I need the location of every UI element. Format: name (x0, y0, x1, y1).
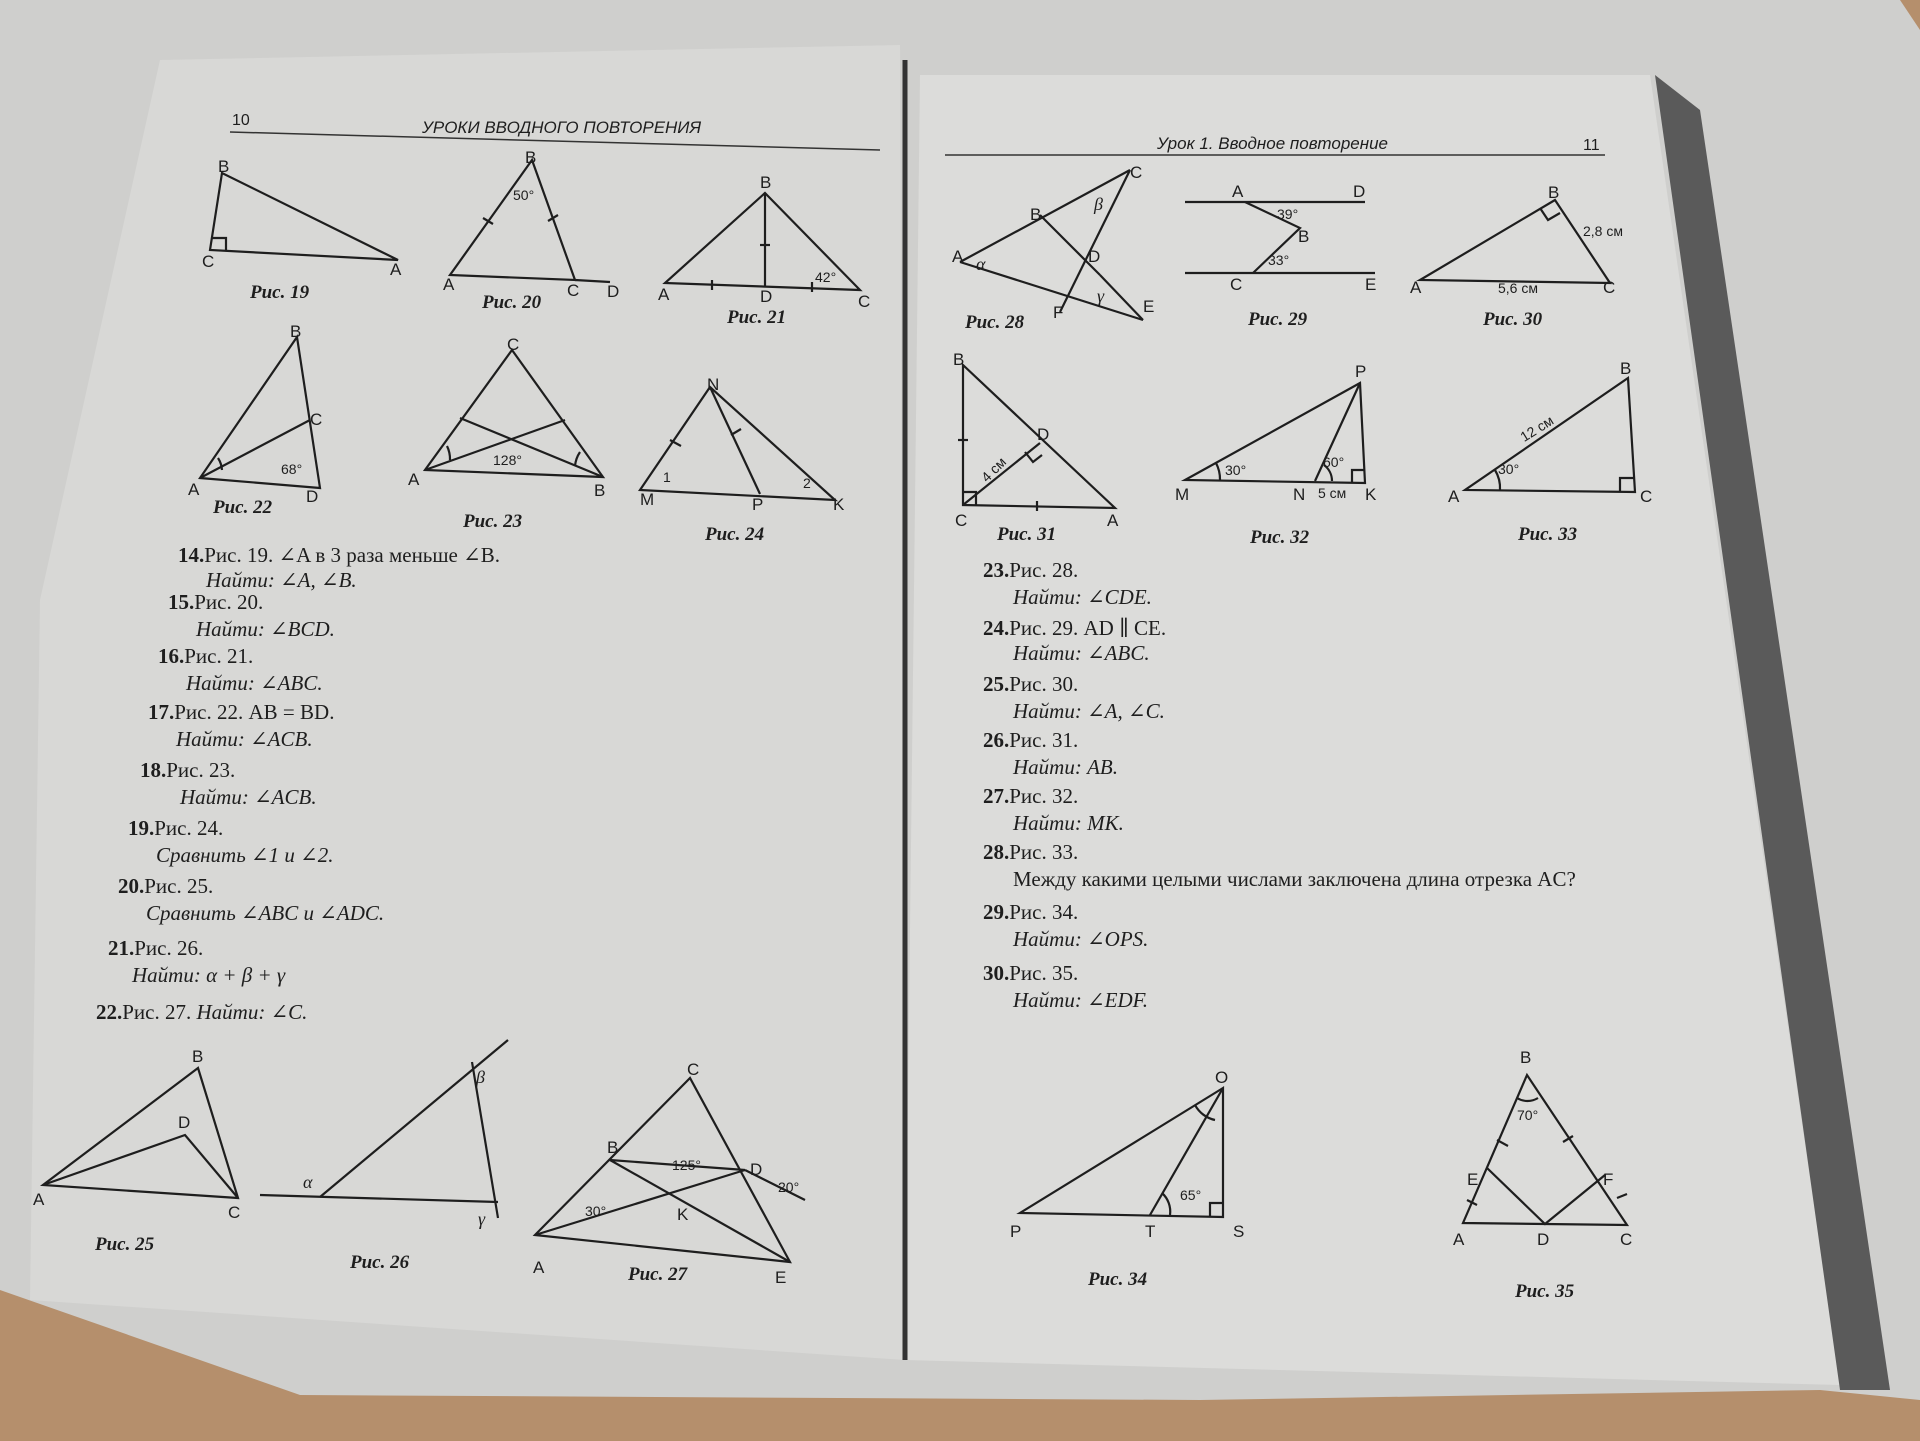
problem-figure-ref: Рис. 20. (194, 590, 264, 614)
problem-number: 28. (983, 840, 1010, 864)
fig30-label-a: A (1410, 278, 1422, 297)
problem-number: 15. (168, 590, 195, 614)
problem-figure-ref: Рис. 26. (134, 936, 204, 960)
problem-number: 21. (108, 936, 135, 960)
problem-task: Найти: ∠A, ∠B. (206, 568, 357, 592)
problem-number: 25. (983, 672, 1010, 696)
problem-18 (140, 760, 317, 808)
problem-figure-ref: Рис. 29. (1009, 616, 1079, 640)
fig26-label-gamma: γ (478, 1209, 486, 1229)
problem-figure-ref: Рис. 23. (166, 758, 236, 782)
fig28-label-gamma: γ (1097, 286, 1105, 306)
problem-figure-ref: Рис. 22. (174, 700, 244, 724)
fig29-label-b: B (1298, 227, 1310, 246)
problem-21 (108, 938, 285, 986)
fig27-caption: Рис. 27 (628, 1264, 688, 1285)
fig34-label-p: P (1010, 1222, 1022, 1241)
fig21-label-b: B (760, 173, 772, 192)
fig25-label-a: A (33, 1190, 45, 1209)
fig20-caption: Рис. 20 (482, 292, 542, 313)
fig20-label-c: C (567, 281, 580, 300)
fig19-label-a: A (390, 260, 402, 279)
problem-number: 17. (148, 700, 175, 724)
problem-task: Сравнить ∠ABC и ∠ADC. (146, 901, 385, 925)
fig19-label-b: B (218, 157, 230, 176)
fig33-angle: 30° (1498, 461, 1520, 477)
fig35-label-b: B (1520, 1048, 1532, 1067)
fig23-label-c: C (507, 335, 520, 354)
fig32-angle-30: 30° (1225, 462, 1247, 478)
fig29-caption: Рис. 29 (1248, 309, 1308, 330)
fig27-angle-20: 20° (778, 1179, 800, 1195)
fig27-angle-125: 125° (672, 1157, 701, 1173)
fig22-label-a: A (188, 480, 200, 499)
fig21-caption: Рис. 21 (727, 307, 787, 328)
problem-task: Найти: ∠ACB. (176, 727, 313, 751)
fig32-caption: Рис. 32 (1250, 527, 1310, 548)
fig20-label-a: A (443, 275, 455, 294)
fig24-caption: Рис. 24 (705, 524, 765, 545)
fig20-label-d: D (607, 282, 620, 301)
problem-figure-ref: Рис. 21. (184, 644, 254, 668)
problem-25 (983, 674, 1165, 722)
problem-task: Найти: ∠ABC. (1013, 641, 1150, 665)
problem-task: Сравнить ∠1 и ∠2. (156, 843, 334, 867)
fig31-label-c: C (955, 511, 968, 530)
problem-17 (148, 702, 334, 750)
problem-figure-ref: Рис. 30. (1009, 672, 1079, 696)
right-page-header: Урок 1. Вводное повторение (1157, 134, 1389, 153)
fig24-label-p: P (752, 495, 764, 514)
fig21-label-d: D (760, 287, 773, 306)
fig30-label-c: C (1603, 278, 1616, 297)
fig29-label-a: A (1232, 182, 1244, 201)
problem-task: Найти: ∠OPS. (1013, 927, 1149, 951)
problem-figure-ref: Рис. 28. (1009, 558, 1079, 582)
problem-number: 14. (178, 543, 205, 567)
fig34-caption: Рис. 34 (1088, 1269, 1148, 1290)
fig35-label-a: A (1453, 1230, 1465, 1249)
problem-22 (96, 1002, 307, 1023)
fig21-angle: 42° (815, 269, 837, 285)
fig26-label-alpha: α (303, 1172, 313, 1192)
problem-task: Найти: ∠EDF. (1013, 988, 1149, 1012)
fig34-angle: 65° (1180, 1187, 1202, 1203)
fig29-angle-39: 39° (1277, 206, 1299, 222)
fig30-caption: Рис. 30 (1483, 309, 1543, 330)
problem-figure-ref: Рис. 27. (122, 1000, 192, 1024)
fig31-label-b: B (953, 350, 965, 369)
fig29-label-e: E (1365, 275, 1377, 294)
fig27-label-c: C (687, 1060, 700, 1079)
problem-task: Найти: ∠CDE. (1013, 585, 1152, 609)
problem-number: 23. (983, 558, 1010, 582)
problem-figure-ref: Рис. 34. (1009, 900, 1079, 924)
problem-number: 22. (96, 1000, 123, 1024)
fig33-caption: Рис. 33 (1518, 524, 1578, 545)
fig27-label-d: D (750, 1160, 763, 1179)
problem-number: 19. (128, 816, 155, 840)
problem-task: Найти: AB. (1013, 755, 1118, 779)
fig22-label-c: C (310, 410, 323, 429)
fig25-label-c: C (228, 1203, 241, 1222)
problem-19 (128, 818, 333, 866)
fig22-caption: Рис. 22 (213, 497, 273, 518)
problem-figure-ref: Рис. 24. (154, 816, 224, 840)
fig20-angle: 50° (513, 187, 535, 203)
problem-condition: AD ∥ CE. (1083, 616, 1167, 640)
fig28-label-b: B (1030, 205, 1042, 224)
problem-number: 20. (118, 874, 145, 898)
fig24-label-k: K (833, 495, 845, 514)
fig35-label-c: C (1620, 1230, 1633, 1249)
fig24-label-n: N (707, 375, 720, 394)
problem-number: 24. (983, 616, 1010, 640)
fig22-label-b: B (290, 322, 302, 341)
fig20-label-b: B (525, 148, 537, 167)
fig22-label-d: D (306, 487, 319, 506)
fig19-caption: Рис. 19 (250, 282, 310, 303)
fig23-angle: 128° (493, 452, 522, 468)
fig25-label-d: D (178, 1113, 191, 1132)
problem-29 (983, 902, 1148, 950)
problem-24 (983, 618, 1166, 664)
fig34-label-s: S (1233, 1222, 1245, 1241)
fig27-label-k: K (677, 1205, 689, 1224)
problem-26 (983, 730, 1118, 778)
problem-23 (983, 560, 1152, 608)
fig28-label-d: D (1088, 247, 1101, 266)
fig29-label-c: C (1230, 275, 1243, 294)
fig22-angle: 68° (281, 461, 303, 477)
fig27-label-e: E (775, 1268, 787, 1287)
fig31-label-a: A (1107, 511, 1119, 530)
problem-task: Найти: MK. (1013, 811, 1124, 835)
fig21-label-a: A (658, 285, 670, 304)
fig26-caption: Рис. 26 (350, 1252, 410, 1273)
fig33-label-b: B (1620, 359, 1632, 378)
fig35-label-d: D (1537, 1230, 1550, 1249)
fig25-label-b: B (192, 1047, 204, 1066)
fig34-label-o: O (1215, 1068, 1229, 1087)
fig31-caption: Рис. 31 (997, 524, 1057, 545)
fig35-label-e: E (1467, 1170, 1479, 1189)
fig23-caption: Рис. 23 (463, 511, 523, 532)
problem-number: 30. (983, 961, 1010, 985)
left-page-number: 10 (232, 112, 250, 129)
fig21-label-c: C (858, 292, 871, 311)
fig28-label-a: A (952, 247, 964, 266)
fig28-label-alpha: α (976, 254, 986, 274)
problem-figure-ref: Рис. 32. (1009, 784, 1079, 808)
problem-16 (158, 646, 323, 694)
problem-task: Найти: ∠C. (196, 1000, 308, 1024)
fig29-angle-33: 33° (1268, 252, 1290, 268)
fig34-label-t: T (1145, 1222, 1156, 1241)
fig32-label-k: K (1365, 485, 1377, 504)
problem-30 (983, 963, 1148, 1011)
fig31-length: 4 см (977, 453, 1010, 486)
fig32-label-p: P (1355, 362, 1367, 381)
problem-15 (168, 592, 335, 640)
fig35-angle: 70° (1517, 1107, 1539, 1123)
problem-14 (178, 545, 500, 591)
fig25-caption: Рис. 25 (95, 1234, 155, 1255)
problem-figure-ref: Рис. 33. (1009, 840, 1079, 864)
problem-number: 26. (983, 728, 1010, 752)
fig29-label-d: D (1353, 182, 1366, 201)
problem-figure-ref: Рис. 35. (1009, 961, 1079, 985)
problem-task: Между какими целыми числами заключена длина отрезка AC? (1013, 867, 1576, 891)
fig31-label-d: D (1037, 425, 1050, 444)
fig33-label-c: C (1640, 487, 1653, 506)
fig23-label-a: A (408, 470, 420, 489)
left-page-header: УРОКИ ВВОДНОГО ПОВТОРЕНИЯ (422, 118, 702, 137)
fig30-length-bc: 2,8 см (1583, 223, 1623, 239)
fig27-label-b: B (607, 1138, 619, 1157)
fig35-caption: Рис. 35 (1515, 1281, 1575, 1302)
problem-task: Найти: ∠ABC. (186, 671, 323, 695)
fig32-length: 5 см (1318, 485, 1347, 501)
fig28-caption: Рис. 28 (965, 312, 1025, 333)
fig33-label-a: A (1448, 487, 1460, 506)
problem-20 (118, 876, 384, 924)
fig32-label-n: N (1293, 485, 1306, 504)
fig30-label-b: B (1548, 183, 1560, 202)
problem-task: Найти: α + β + γ (132, 963, 286, 987)
problem-figure-ref: Рис. 19. (204, 543, 274, 567)
fig28-label-c: C (1130, 163, 1143, 182)
problem-27 (983, 786, 1124, 834)
fig32-label-m: M (1175, 485, 1190, 504)
fig28-label-e: E (1143, 297, 1155, 316)
problem-number: 16. (158, 644, 185, 668)
problem-number: 27. (983, 784, 1010, 808)
fig35-label-f: F (1603, 1170, 1614, 1189)
problem-number: 18. (140, 758, 167, 782)
fig28-label-beta: β (1094, 194, 1103, 214)
problem-figure-ref: Рис. 25. (144, 874, 214, 898)
fig24-mark1: 1 (663, 469, 671, 485)
problem-28 (983, 842, 1576, 890)
fig23-label-b: B (594, 481, 606, 500)
right-page-number: 11 (1583, 137, 1600, 154)
problem-task: Найти: ∠BCD. (196, 617, 335, 641)
fig32-angle-60: 60° (1323, 454, 1345, 470)
fig27-angle-30: 30° (585, 1203, 607, 1219)
problem-condition: AB = BD. (248, 700, 335, 724)
fig24-label-m: M (640, 490, 655, 509)
fig24-mark2: 2 (803, 475, 811, 491)
problem-task: Найти: ∠A, ∠C. (1013, 699, 1165, 723)
fig26-label-beta: β (476, 1067, 485, 1087)
fig30-length-ac: 5,6 см (1498, 280, 1538, 296)
problem-figure-ref: Рис. 31. (1009, 728, 1079, 752)
problem-number: 29. (983, 900, 1010, 924)
problem-task: Найти: ∠ACB. (180, 785, 317, 809)
fig19-label-c: C (202, 252, 215, 271)
fig33-length: 12 см (1517, 412, 1557, 445)
fig27-label-a: A (533, 1258, 545, 1277)
fig28-label-f: F (1053, 303, 1064, 322)
problem-condition: ∠A в 3 раза меньше ∠B. (278, 543, 500, 567)
